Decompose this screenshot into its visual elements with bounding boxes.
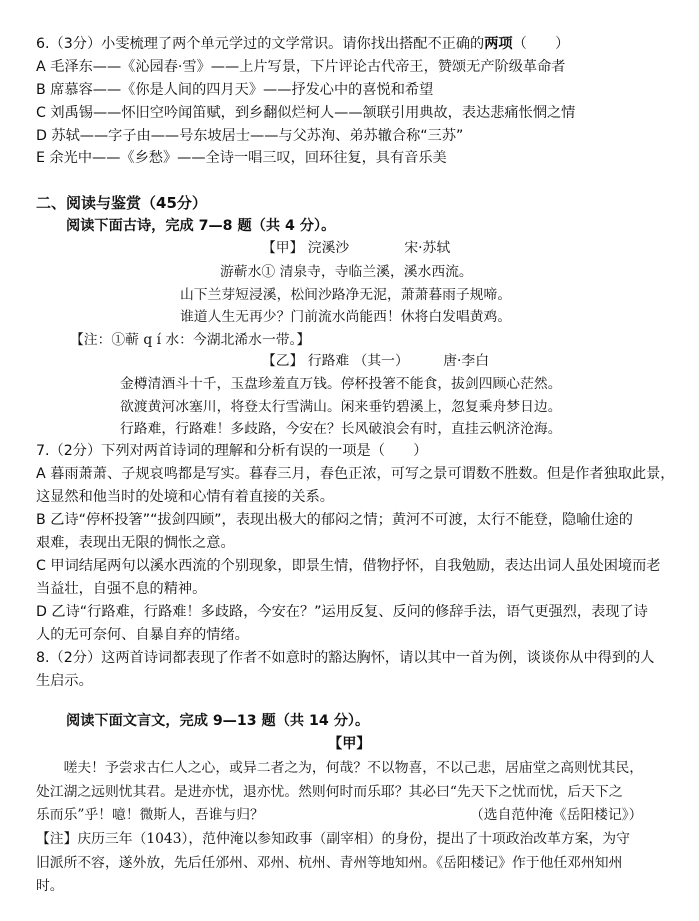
poem-intro: 阅读下面古诗，完成 7—8 题（共 4 分）。 xyxy=(66,218,336,234)
q7-option-c-line-2: 当益壮，自强不息的精神。 xyxy=(36,581,207,597)
q7-option-d-line-1: D 乙诗“行路难，行路难！多歧路，今安在？”运用反复、反问的修辞手法，语气更强烈，表现了诗 xyxy=(36,604,648,620)
classical-note-line-2: 旧派所不容，遂外放，先后任邠州、邓州、杭州、青州等地知州。《岳阳楼记》作于他任邓州知州 xyxy=(36,855,623,871)
classical-passage-line-1: 嗟夫！予尝求古仁人之心，或异二者之为，何哉？不以物喜，不以己悲，居庙堂之高则忧其民， xyxy=(36,760,644,776)
poem-b-line-2: 欲渡黄河冰塞川，将登太行雪满山。闲来垂钓碧溪上，忽复乘舟梦日边。 xyxy=(120,399,562,415)
q7-option-b-line-1: B 乙诗“停杯投箸”“拔剑四顾”，表现出极大的郁闷之情；黄河不可渡，太行不能登，隐喻仕途的 xyxy=(36,512,633,528)
q7-option-c-line-1: C 甲词结尾两句以溪水西流的个别现象，即景生情，借物抒怀，自我勉励，表达出词人虽处困境而老 xyxy=(36,558,661,574)
q7-option-a-line-2: 这显然和他当时的处境和心情有着直接的关系。 xyxy=(36,489,334,505)
q7-option-b-line-2: 艰难，表现出无限的惆怅之意。 xyxy=(36,535,235,551)
poem-a-line-3: 谁道人生无再少？门前流水尚能西！休将白发唱黄鸡。 xyxy=(180,309,512,325)
poem-a-line-1: 游蕲水① 清泉寺，寺临兰溪，溪水西流。 xyxy=(220,264,473,280)
q7-option-a-line-1: A 暮雨萧萧、子规哀鸣都是写实。暮春三月，春色正浓，可写之景可谓数不胜数。但是作者独取此景， xyxy=(36,466,675,482)
poem-b-title: 【乙】 行路难 （其一） 唐·李白 xyxy=(262,353,490,369)
q7-option-d-line-2: 人的无可奈何、自暴自弃的情绪。 xyxy=(36,627,249,643)
classical-passage-tag: 【甲】 xyxy=(328,736,371,752)
classical-source: （选自范仲淹《岳阳楼记》） xyxy=(470,807,643,823)
poem-a-line-2: 山下兰芽短浸溪，松间沙路净无泥，萧萧暮雨子规啼。 xyxy=(180,287,512,303)
q8-stem-line-1: 8.（2分）这两首诗词都表现了作者不如意时的豁达胸怀，请以其中一首为例，谈谈你从中得到的人 xyxy=(36,650,655,666)
q6-stem xyxy=(36,34,569,54)
classical-passage-line-3: 乐而乐”乎！噫！微斯人，吾谁与归？ xyxy=(36,807,264,823)
poem-a-title: 【甲】 浣溪沙 宋·苏轼 xyxy=(262,240,451,256)
q6-stem-text: 6.（3分）小雯梳理了两个单元学过的文学常识。请你找出搭配不正确的 xyxy=(36,36,485,52)
q6-option-c: C 刘禹锡——怀旧空吟闻笛赋，到乡翻似烂柯人——颔联引用典故，表达悲痛怅惘之情 xyxy=(36,105,576,121)
q6-option-d: D 苏轼——字子由——号东坡居士——与父苏洵、弟苏辙合称“三苏” xyxy=(36,128,464,144)
section-title: 二、阅读与鉴赏（45分） xyxy=(36,194,207,212)
poem-a-note: 【注：①蕲 q í 水：今湖北浠水一带。】 xyxy=(70,332,311,348)
q6-stem-emphasis: 两项 xyxy=(484,36,513,52)
poem-b-line-1: 金樽清酒斗十千，玉盘珍羞直万钱。停杯投箸不能食，拔剑四顾心茫然。 xyxy=(120,376,562,392)
q6-option-a: A 毛泽东——《沁园春·雪》——上片写景，下片评论古代帝王，赞颂无产阶级革命者 xyxy=(36,59,566,75)
q8-stem-line-2: 生启示。 xyxy=(36,673,93,689)
q6-option-e: E 余光中——《乡愁》——全诗一唱三叹，回环往复，具有音乐美 xyxy=(36,150,447,166)
q6-answer-blank: （ ） xyxy=(512,36,570,52)
classical-passage-line-2: 处江湖之远则忧其君。是进亦忧，退亦忧。然则何时而乐耶？其必曰“先天下之忧而忧，后天下之 xyxy=(36,784,623,800)
q7-stem: 7.（2分）下列对两首诗词的理解和分析有误的一项是（ ） xyxy=(36,443,428,459)
classical-intro: 阅读下面文言文，完成 9—13 题（共 14 分）。 xyxy=(66,713,370,729)
poem-b-line-3: 行路难，行路难！多歧路，今安在？长风破浪会有时，直挂云帆济沧海。 xyxy=(120,421,562,437)
q6-option-b: B 席慕容——《你是人间的四月天》——抒发心中的喜悦和希望 xyxy=(36,82,434,98)
classical-note-line-3: 时。 xyxy=(36,878,64,894)
classical-note-line-1: 【注】庆历三年（1043），范仲淹以参知政事（副宰相）的身份，提出了十项政治改革方案，为守 xyxy=(36,831,630,847)
